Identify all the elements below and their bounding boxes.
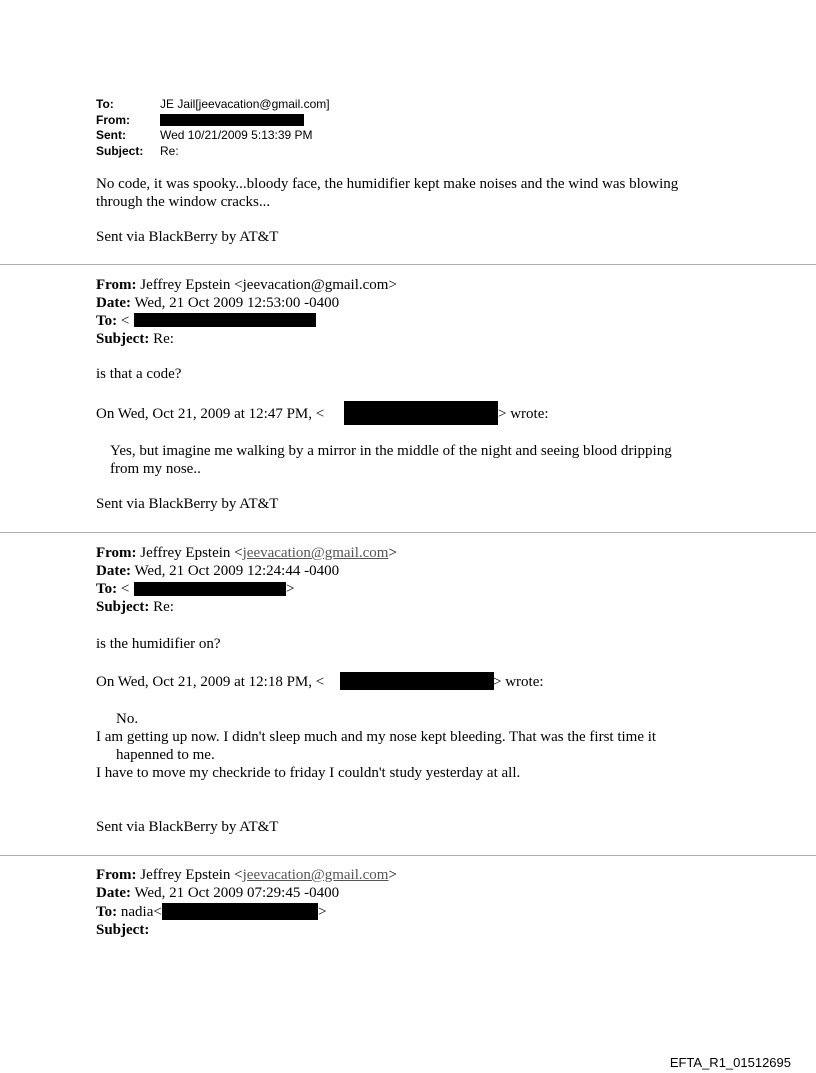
signature: Sent via BlackBerry by AT&T xyxy=(96,496,279,512)
top-from-label: From: xyxy=(96,113,130,127)
msg4-to: To: nadia< xyxy=(96,904,162,920)
msg4-date: Date: Wed, 21 Oct 2009 07:29:45 -0400 xyxy=(96,885,340,901)
msg3-quote-line: hapenned to me. xyxy=(116,747,215,763)
msg4-from: From: Jeffrey Epstein <jeevacation@gmail.com> xyxy=(96,867,397,883)
top-body-line: No code, it was spooky...bloody face, the humidifier kept make noises and the wind was blowing xyxy=(96,176,679,192)
msg2-quote-intro-end: > wrote: xyxy=(498,406,549,422)
msg2-subject: Subject: Re: xyxy=(96,331,174,347)
msg2-quote-line: from my nose.. xyxy=(110,461,201,477)
msg2-quote-intro: On Wed, Oct 21, 2009 at 12:47 PM, < xyxy=(96,406,325,422)
msg3-quote-line: I am getting up now. I didn't sleep much and my nose kept bleeding. That was the first time it xyxy=(96,729,657,745)
msg2-body: is that a code? xyxy=(96,366,182,382)
msg3-subject: Subject: Re: xyxy=(96,599,174,615)
divider xyxy=(0,264,816,265)
msg3-quote-line: No. xyxy=(116,711,139,727)
signature: Sent via BlackBerry by AT&T xyxy=(96,819,279,835)
msg4-subject: Subject: xyxy=(96,922,150,938)
email-link[interactable]: jeevacation@gmail.com xyxy=(242,545,389,561)
msg4-to-suffix: > xyxy=(318,904,327,920)
redaction-bar xyxy=(344,401,498,425)
msg3-quote-intro: On Wed, Oct 21, 2009 at 12:18 PM, < xyxy=(96,674,325,690)
top-subject-value: Re: xyxy=(160,144,179,158)
msg3-to: To: < xyxy=(96,581,130,597)
redaction-bar xyxy=(340,672,494,690)
msg3-quote-line: I have to move my checkride to friday I couldn't study yesterday at all. xyxy=(96,765,521,781)
msg3-quote-intro-end: > wrote: xyxy=(493,674,544,690)
redaction-bar xyxy=(134,582,286,596)
redaction-bar xyxy=(160,114,304,126)
top-body-line: through the window cracks... xyxy=(96,194,271,210)
msg3-to-suffix: > xyxy=(286,581,295,597)
msg3-date: Date: Wed, 21 Oct 2009 12:24:44 -0400 xyxy=(96,563,340,579)
email-link[interactable]: jeevacation@gmail.com xyxy=(242,867,389,883)
top-to-value: JE Jail[jeevacation@gmail.com] xyxy=(160,97,330,111)
redaction-bar xyxy=(134,313,316,327)
signature: Sent via BlackBerry by AT&T xyxy=(96,229,279,245)
document-id: EFTA_R1_01512695 xyxy=(669,1055,791,1070)
msg2-to: To: < xyxy=(96,313,130,329)
msg2-quote-line: Yes, but imagine me walking by a mirror in the middle of the night and seeing blood dripping xyxy=(110,443,672,459)
divider xyxy=(0,532,816,533)
msg2-date: Date: Wed, 21 Oct 2009 12:53:00 -0400 xyxy=(96,295,340,311)
redaction-bar xyxy=(162,903,318,920)
msg3-body: is the humidifier on? xyxy=(96,636,221,652)
top-subject-label: Subject: xyxy=(96,144,144,158)
top-sent-value: Wed 10/21/2009 5:13:39 PM xyxy=(160,128,313,142)
divider xyxy=(0,855,816,856)
top-sent-label: Sent: xyxy=(96,128,126,142)
msg2-from: From: Jeffrey Epstein <jeevacation@gmail.com> xyxy=(96,277,397,293)
top-to-label: To: xyxy=(96,97,114,111)
msg3-from: From: Jeffrey Epstein <jeevacation@gmail.com> xyxy=(96,545,397,561)
